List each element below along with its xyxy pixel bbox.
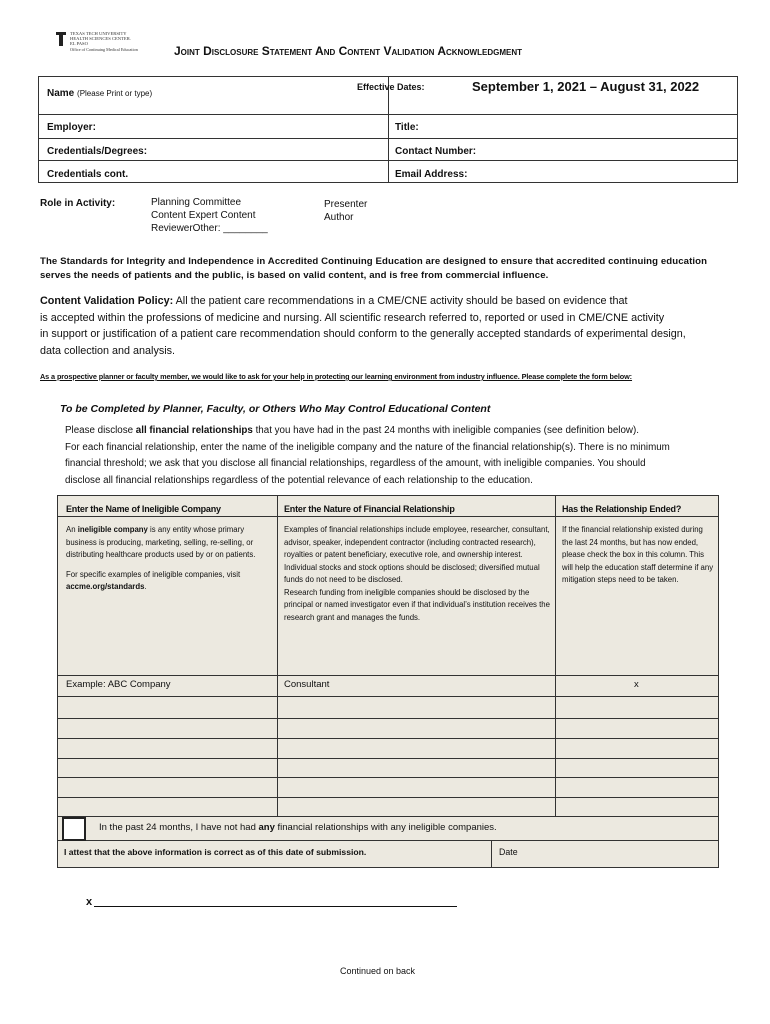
role-option-presenter[interactable]: Presenter bbox=[324, 199, 368, 210]
column-header-nature: Enter the Nature of Financial Relationship bbox=[284, 504, 455, 514]
policy-line: in support or justification of a patient care recommendation should conform to the generally accepted standards of experimental design, bbox=[40, 328, 686, 340]
policy-line: is accepted within the professions of medicine and nursing. All scientific research referred to, reported or used in CME/CNE activity bbox=[40, 311, 665, 324]
email-field[interactable]: Email Address: bbox=[395, 169, 468, 180]
column-header-company: Enter the Name of Ineligible Company bbox=[66, 504, 221, 514]
column-header-ended: Has the Relationship Ended? bbox=[562, 504, 682, 514]
examples-text: Examples of financial relationships include employee, researcher, consultant, advisor, speaker, independent contractor (including contracted research), royalties or patent beneficiary, executive role, and ownership interest. Individual stocks and stock options should be disclosed; diversified mutual funds do not need to be disclosed. bbox=[284, 525, 550, 584]
signature-marker: x bbox=[86, 896, 93, 908]
double-t-icon bbox=[56, 32, 66, 46]
definition-text: For specific examples of ineligible companies, visit bbox=[66, 569, 241, 579]
instruction-text: that you have had in the past 24 months with ineligible companies (see definition below). bbox=[252, 425, 639, 436]
relationship-examples bbox=[284, 524, 554, 624]
table-row[interactable] bbox=[58, 719, 718, 738]
instruction-line: disclose all financial relationships regardless of the potential relevance of each relationship to the education. bbox=[65, 474, 533, 486]
contact-number-field[interactable]: Contact Number: bbox=[395, 146, 477, 157]
example-ended-cell: x bbox=[634, 679, 639, 690]
date-field[interactable]: Date bbox=[499, 847, 518, 857]
document-title: Joint Disclosure Statement And Content Validation Acknowledgment bbox=[174, 44, 522, 58]
logo-line: TEXAS TECH UNIVERSITY bbox=[70, 31, 127, 36]
credentials-field[interactable]: Credentials/Degrees: bbox=[47, 146, 148, 157]
continued-note: Continued on back bbox=[340, 966, 416, 976]
title-field[interactable]: Title: bbox=[395, 122, 419, 133]
name-label: Name bbox=[47, 88, 75, 99]
policy-line: data collection and analysis. bbox=[40, 344, 176, 357]
definition-text: is any entity whose primary business is producing, marketing, selling, re-selling, or distributing healthcare products used by or on patients. bbox=[66, 525, 256, 559]
example-nature-cell: Consultant bbox=[284, 679, 330, 690]
instruction-text: Please disclose bbox=[65, 425, 136, 436]
logo-line: Office of Continuing Medical Education bbox=[70, 47, 138, 52]
table-row[interactable] bbox=[58, 739, 718, 758]
logo-line: EL PASO bbox=[70, 41, 88, 46]
definition-text: An bbox=[66, 525, 78, 534]
definition-text: . bbox=[144, 582, 147, 591]
standards-statement: The Standards for Integrity and Independence in Accredited Continuing Education are designed to ensure that accredited continuing education serves the needs of patients and the public, is based on valid content, and is free from commercial influence. bbox=[40, 256, 708, 281]
role-option-author[interactable]: Author bbox=[324, 212, 354, 223]
policy-line: All the patient care recommendations in a CME/CNE activity should be based on evidence that bbox=[173, 295, 628, 307]
table-row[interactable] bbox=[58, 697, 718, 717]
research-funding-text: Research funding from ineligible companies should be disclosed by the principal or named investigator even if that individual’s institution receives the research grant and manages the funds. bbox=[284, 587, 550, 622]
name-hint: (Please Print or type) bbox=[77, 89, 153, 98]
attestation-statement: I attest that the above information is correct as of this date of submission. bbox=[64, 847, 367, 857]
content-validation-policy bbox=[40, 293, 752, 359]
role-label: Role in Activity: bbox=[40, 198, 116, 209]
table-row[interactable] bbox=[58, 778, 718, 797]
credentials-cont-field[interactable]: Credentials cont. bbox=[47, 169, 129, 180]
prospective-notice: As a prospective planner or faculty member, we would like to ask for your help in protecting our learning environment from industry influence. Please complete the form below: bbox=[40, 372, 633, 381]
section-heading: To be Completed by Planner, Faculty, or Others Who May Control Educational Content bbox=[60, 403, 491, 415]
no-relationships-statement bbox=[99, 822, 497, 833]
financial-relationships-table bbox=[57, 495, 719, 868]
role-option-planning[interactable]: Planning Committee bbox=[151, 197, 242, 208]
table-row[interactable] bbox=[58, 759, 718, 777]
role-options-column-1 bbox=[151, 196, 268, 235]
statement-text: financial relationships with any ineligible companies. bbox=[274, 822, 497, 833]
statement-text: In the past 24 months, I have not had bbox=[99, 822, 259, 833]
name-field[interactable] bbox=[47, 88, 152, 99]
role-option-reviewer-other[interactable]: ReviewerOther: ________ bbox=[151, 223, 268, 234]
effective-dates-label: Effective Dates: bbox=[357, 82, 425, 92]
role-option-content-expert[interactable]: Content Expert Content bbox=[151, 210, 256, 221]
accme-link[interactable]: accme.org/standards bbox=[66, 582, 145, 591]
statement-emphasis: any bbox=[258, 822, 275, 833]
instruction-line: For each financial relationship, enter the name of the ineligible company and the nature of the financial relationship(s). There is no minimum bbox=[65, 441, 670, 453]
definition-term: ineligible company bbox=[77, 525, 148, 534]
no-relationships-checkbox[interactable] bbox=[62, 817, 86, 841]
instruction-emphasis: all financial relationships bbox=[135, 425, 253, 436]
example-company-cell: Example: ABC Company bbox=[66, 679, 171, 690]
logo-line: HEALTH SCIENCES CENTER. bbox=[70, 36, 131, 41]
company-definition bbox=[66, 524, 271, 594]
policy-heading: Content Validation Policy: bbox=[40, 295, 174, 307]
table-row[interactable] bbox=[58, 798, 718, 816]
ended-instructions: If the financial relationship existed during the last 24 months, but has now ended, please check the box in this column. This will help the education staff determine if any mitigation steps need to be taken. bbox=[562, 525, 714, 584]
disclosure-instructions bbox=[65, 423, 705, 489]
employer-field[interactable]: Employer: bbox=[47, 122, 96, 133]
instruction-line: financial threshold; we ask that you disclose all financial relationships, regardless of the amount, with ineligible companies. You should bbox=[65, 458, 646, 469]
institution-logo bbox=[56, 30, 156, 56]
role-options-column-2 bbox=[324, 198, 367, 224]
signature-line[interactable] bbox=[94, 906, 457, 907]
effective-dates-value: September 1, 2021 – August 31, 2022 bbox=[472, 79, 700, 94]
